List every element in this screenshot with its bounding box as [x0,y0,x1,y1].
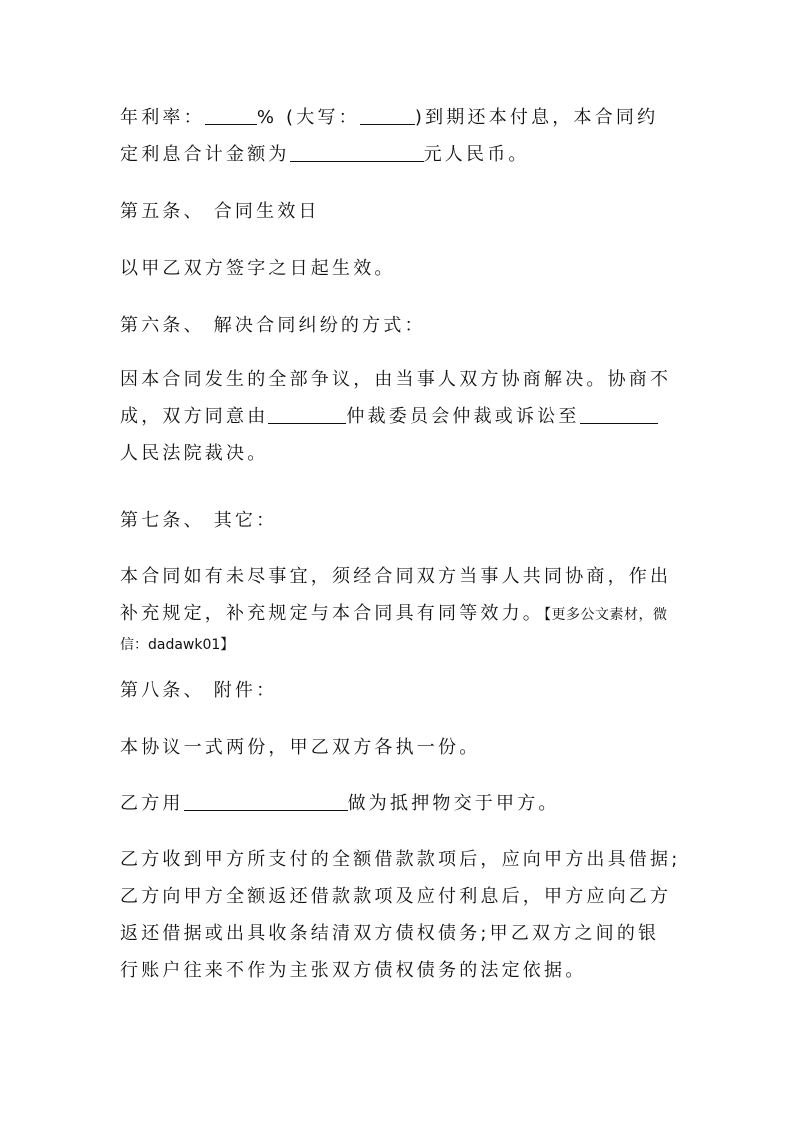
article-7-line-2-text: 补充规定，补充规定与本合同具有同等效力。 [120,603,544,624]
interest-line-1 [120,99,676,136]
arbitration-label: 成，双方同意由 [120,406,269,427]
interest-total-label: 定利息合计金额为 [120,144,290,165]
article-7-heading: 第七条、 其它： [120,510,278,531]
litigation-label: 仲裁委员会仲裁或诉讼至 [346,406,580,427]
article-8-heading: 第八条、 附件： [120,680,278,701]
arbitration-blank [268,403,346,424]
article-5-body: 以甲乙双方签字之日起生效。 [120,258,396,279]
article-6-body [120,361,676,472]
collateral-line [120,785,676,822]
annual-rate-label: 年利率： [120,107,205,128]
receipt-line-3: 返还借据或出具收条结清双方债权债务;甲乙双方之间的银 [120,923,660,944]
receipt-line-2: 乙方向甲方全额返还借款款项及应付利息后，甲方应向乙方 [120,886,672,907]
collateral-suffix: 做为抵押物交于甲方。 [347,793,560,814]
material-note: 【更多公文素材，微 [544,607,668,623]
interest-paragraph [120,99,676,173]
article-7-line-2 [120,595,676,632]
currency-text: 元人民币。 [423,144,530,165]
rate-blank [205,104,257,125]
court-blank [580,403,658,424]
article-7-line-1: 本合同如有未尽事宜，须经合同双方当事人共同协商，作出 [120,566,672,587]
article-7-body [120,558,676,658]
interest-total-blank [290,141,424,162]
article-6-line-3: 人民法院裁决。 [120,443,269,464]
receipt-paragraph [120,841,681,989]
interest-line-2 [120,136,676,173]
article-8-body: 本协议一式两份，甲乙双方各执一份。 [120,737,481,758]
rate-uppercase-label: % (大写： [256,107,360,128]
repayment-text: )到期还本付息，本合同约 [414,107,659,128]
receipt-line-4: 行账户往来不作为主张双方债权债务的法定依据。 [120,960,587,981]
rate-uppercase-blank [360,104,415,125]
collateral-blank [184,790,348,811]
article-6-heading: 第六条、 解决合同纠纷的方式： [120,315,426,336]
article-6-line-2 [120,398,676,435]
collateral-prefix: 乙方用 [120,793,184,814]
wechat-note: 信：dadawk01】 [120,637,235,653]
article-6-line-1: 因本合同发生的全部争议，由当事人双方协商解决。协商不 [120,369,672,390]
receipt-line-1: 乙方收到甲方所支付的全额借款款项后，应向甲方出具借据; [120,849,681,870]
article-5-heading: 第五条、 合同生效日 [120,201,320,222]
